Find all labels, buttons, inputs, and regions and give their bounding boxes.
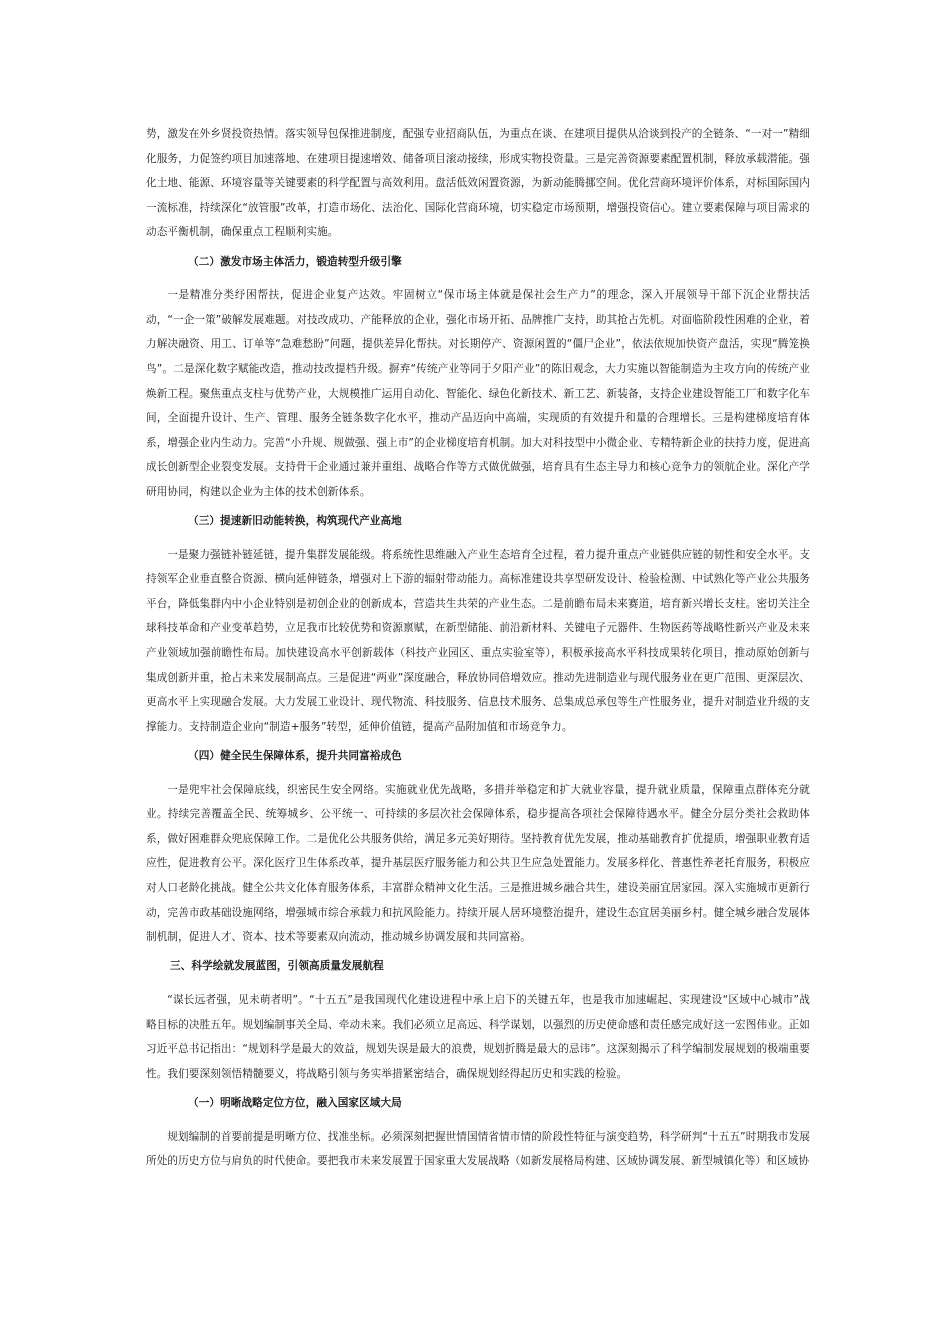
paragraph-blueprint-intro: “谋长远者强，见未萌者明”。“十五五”是我国现代化建设进程中承上启下的关键五年，也是我市加速崛起、实现建设“区域中心城市”战略目标的决胜五年。规划编制事关全局、牵动未来。我们必须立足高远、科学谋划，以强烈的历史使命感和责任感完成好这一宏图伟业。正如习近平总书记指出：“规划科学是最大的效益，规划失误是最大的浪费，规划折腾是最大的忌讳”。这深刻揭示了科学编制发展规划的极端重要性。我们要深刻领悟精髓要义，将战略引领与务实举措紧密结合，确保规划经得起历史和实践的检验。 <box>146 993 810 1080</box>
paragraph-market-entities: 一是精准分类纾困帮扶，促进企业复产达效。牢固树立“保市场主体就是保社会生产力”的理念，深入开展领导干部下沉企业帮扶活动，“一企一策”破解发展难题。对技改成功、产能释放的企业，强化市场开拓、品牌推广支持，助其抢占先机。对面临阶段性困难的企业，着力解决融资、用工、订单等“急难愁盼”问题，提供差异化帮扶。对长期停产、资源闲置的“僵尸企业”，依法依规加快资产盘活，实现“腾笼换鸟”。二是深化数字赋能改造，推动技改提档升级。摒弃“传统产业等同于夕阳产业”的陈旧观念，大力实施以智能制造为主攻方向的传统产业焕新工程。聚焦重点支柱与优势产业，大规模推广运用自动化、智能化、绿色化新技术、新工艺、新装备，支持企业建设智能工厂和数字化车间，全面提升设计、生产、管理、服务全链条数字化水平，推动产品迈向中高端，实现质的有效提升和量的合理增长。三是构建梯度培育体系，增强企业内生动力。完善“小升规、规做强、强上市”的企业梯度培育机制。加大对科技型中小微企业、专精特新企业的扶持力度，促进高成长创新型企业裂变发展。支持骨干企业通过兼并重组、战略合作等方式做优做强，培育具有生态主导力和核心竞争力的领航企业。深化产学研用协同，构建以企业为主体的技术创新体系。 <box>146 289 810 498</box>
paragraph-investment-continued: 势，激发在外乡贤投资热情。落实领导包保推进制度，配强专业招商队伍，为重点在谈、在建项目提供从洽谈到投产的全链条、“一对一”精细化服务，力促签约项目加速落地、在建项目提速增效、储备项目滚动接续，形成实物投资量。三是完善资源要素配置机制，释放承载潜能。强化土地、能源、环境容量等关键要素的科学配置与高效利用。盘活低效闲置资源，为新动能腾挪空间。优化营商环境评价体系，对标国际国内一流标准，持续深化“放管服”改革，打造市场化、法治化、国际化营商环境，切实稳定市场预期，增强投资信心。建立要素保障与项目需求的动态平衡机制，确保重点工程顺利实施。 <box>146 128 810 239</box>
document-page <box>146 122 810 1178</box>
subsection-heading-4: （四）健全民生保障体系，提升共同富裕成色 <box>188 750 402 763</box>
subsection-heading-strategy: （一）明晰战略定位方位，融入国家区域大局 <box>188 1096 402 1109</box>
paragraph-livelihood: 一是兜牢社会保障底线，织密民生安全网络。实施就业优先战略，多措并举稳定和扩大就业容量，提升就业质量，保障重点群体充分就业。持续完善覆盖全民、统筹城乡、公平统一、可持续的多层次社会保障体系，稳步提高各项社会保障待遇水平。健全分层分类社会救助体系，做好困难群众兜底保障工作。二是优化公共服务供给，满足多元美好期待。坚持教育优先发展，推动基础教育扩优提质，增强职业教育适应性，促进教育公平。深化医疗卫生体系改革，提升基层医疗服务能力和公共卫生应急处置能力。发展多样化、普惠性养老托育服务，积极应对人口老龄化挑战。健全公共文化体育服务体系，丰富群众精神文化生活。三是推进城乡融合共生，建设美丽宜居家园。深入实施城市更新行动，完善市政基础设施网络，增强城市综合承载力和抗风险能力。持续开展人居环境整治提升，建设生态宜居美丽乡村。健全城乡融合发展体制机制，促进人才、资本、技术等要素双向流动，推动城乡协调发展和共同富裕。 <box>146 783 810 944</box>
paragraph-industry-upgrade: 一是聚力强链补链延链，提升集群发展能级。将系统性思维融入产业生态培育全过程，着力提升重点产业链供应链的韧性和安全水平。支持领军企业垂直整合资源、横向延伸链条，增强对上下游的辐射带动能力。高标准建设共享型研发设计、检验检测、中试熟化等产业公共服务平台，降低集群内中小企业特别是初创企业的创新成本，营造共生共荣的产业生态。二是前瞻布局未来赛道，培育新兴增长支柱。密切关注全球科技革命和产业变革趋势，立足我市比较优势和资源禀赋，在新型储能、前沿新材料、关键电子元器件、生物医药等战略性新兴产业及未来产业领域加强前瞻性布局。加快建设高水平创新载体（科技产业园区、重点实验室等），积极承接高水平科技成果转化项目，推动原始创新与集成创新并重，抢占未来发展制高点。三是促进“两业”深度融合，释放协同倍增效应。推动先进制造业与现代服务业在更广范围、更深层次、更高水平上实现融合发展。大力发展工业设计、现代物流、科技服务、信息技术服务、总集成总承包等生产性服务业，提升对制造业升级的支撑能力。支持制造企业向“制造+服务”转型，延伸价值链，提高产品附加值和市场竞争力。 <box>146 548 810 733</box>
subsection-heading-2: （二）激发市场主体活力，锻造转型升级引擎 <box>188 255 402 268</box>
section-heading-3: 三、科学绘就发展蓝图，引领高质量发展航程 <box>170 960 384 973</box>
paragraph-strategy: 规划编制的首要前提是明晰方位、找准坐标。必须深刻把握世情国情省情市情的阶段性特征与演变趋势，科学研判“十五五”时期我市发展所处的历史方位与肩负的时代使命。要把我市未来发展置于国家重大发展战略（如新发展格局构建、区域协调发展、新型城镇化等）和区域协 <box>146 1130 810 1168</box>
subsection-heading-3: （三）提速新旧动能转换，构筑现代产业高地 <box>188 515 402 528</box>
